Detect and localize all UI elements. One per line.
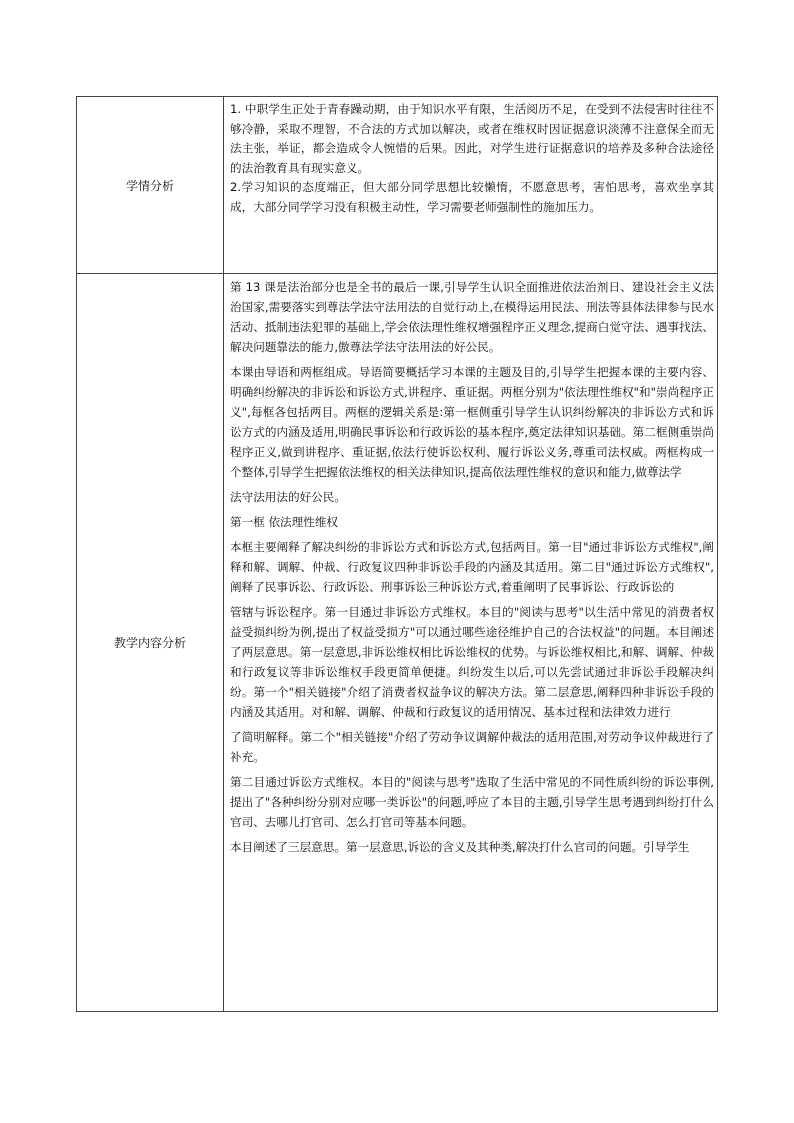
paragraph: 管辖与诉讼程序。第一目通过非诉讼方式维权。本目的"阅读与思考"以生活中常见的消费者权益受损纠纷为例,提出了权益受损方"可以通过哪些途径维护自己的合法权益"的问题。本目阐述了两层意思。第一层意思,非诉讼维权相比诉讼维权的优势。与诉讼维权相比,和解、调解、仲裁和行政复议等非诉讼维权手段更简单便捷。纠纷发生以后,可以先尝试通过非诉讼手段解决纠纷。第一个"相关链接"介绍了消费者权益争议的解决方法。第二层意思,阐释四种非诉讼手段的内涵及其适用。对和解、调解、仲裁和行政复议的适用情况、基本过程和法律效力进行: [230, 605, 714, 719]
row-label-content-analysis: 教学内容分析: [77, 274, 224, 1012]
paragraph: 本课由导语和两框组成。导语简要概括学习本课的主题及目的,引导学生把握本课的主要内容、明确纠纷解决的非诉讼和诉讼方式,讲程序、重证据。两框分别为"依法理性维权"和"崇尚程序正义",每框各包括两目。两框的逻辑关系是:第一框侧重引导学生认识纠纷解决的非诉讼方式和诉讼方式的内涵及适用,明确民事诉讼和行政诉讼的基本程序,奠定法律知识基础。第二框侧重崇尚程序正义,做到讲程序、重证据,依法行使诉讼权利、履行诉讼义务,尊重司法权威。两框构成一个整体,引导学生把握依法维权的相关法律知识,提高依法理性维权的意识和能力,做尊法学: [230, 365, 714, 479]
content-analysis-content: [224, 274, 718, 1012]
row-label-student-analysis: 学情分析: [77, 97, 224, 274]
paragraph: 本目阐述了三层意思。第一层意思,诉讼的含义及其种类,解决打什么官司的问题。引导学生: [230, 840, 690, 854]
section-heading: 第一框 依法理性维权: [230, 515, 339, 529]
student-analysis-content: [224, 97, 718, 274]
paragraph: 2.学习知识的态度端正，但大部分同学思想比较懒惰，不愿意思考，害怕思考，喜欢坐享其成，大部分同学学习没有积极主动性，学习需要老师强制性的施加压力。: [230, 180, 714, 214]
paragraph: 1. 中职学生正处于青春躁动期，由于知识水平有限，生活阅历不足，在受到不法侵害时往往不够冷静，采取不理智，不合法的方式加以解决，或者在维权时因证据意识淡薄不注意保全而无法主张，举证，都会造成令人惋惜的后果。因此，对学生进行证据意识的培养及多种合法途径的法治教育具有现实意义。: [230, 102, 714, 175]
paragraph: 本框主要阐释了解决纠纷的非诉讼方式和诉讼方式,包括两目。第一目"通过非诉讼方式维权",阐释和解、调解、仲裁、行政复议四种非诉讼手段的内涵及其适用。第二目"通过诉讼方式维权",阐释了民事诉讼、行政诉讼、刑事诉讼三种诉讼方式,着重阐明了民事诉讼、行政诉讼的: [230, 540, 714, 594]
paragraph: 第 13 课是法治部分也是全书的最后一课,引导学生认识全面推进依法治剂日、建设社会主义法治国家,需要落实到尊法学法守法用法的自觉行动上,在模得运用民法、刑法等县体法律参与民水活动、抵制违法犯罪的基础上,学会依法理性维权增强程序正义理念,提商白觉守法、遇事找法、解决问题靠法的能力,傲尊法学法守法用法的好公民。: [230, 280, 714, 354]
paragraph: 了简明解释。第二个"相关链接"介绍了劳动争议调解仲裁法的适用范围,对劳动争议仲裁进行了补充。: [230, 730, 714, 764]
paragraph: 第二目通过诉讼方式维权。本目的"阅读与思考"选取了生活中常见的不同性质纠纷的诉讼事例,提出了"各种纠纷分别对应哪一类诉讼"的问题,呼应了本目的主题,引导学生思考遇到纠纷打什么官司、去哪儿打官司、怎么打官司等基本问题。: [230, 775, 714, 829]
table-row-content-analysis: [77, 274, 718, 1012]
paragraph: 法守法用法的好公民。: [230, 490, 346, 504]
table-row-student-analysis: [77, 97, 718, 274]
lesson-plan-table: [76, 96, 718, 1012]
